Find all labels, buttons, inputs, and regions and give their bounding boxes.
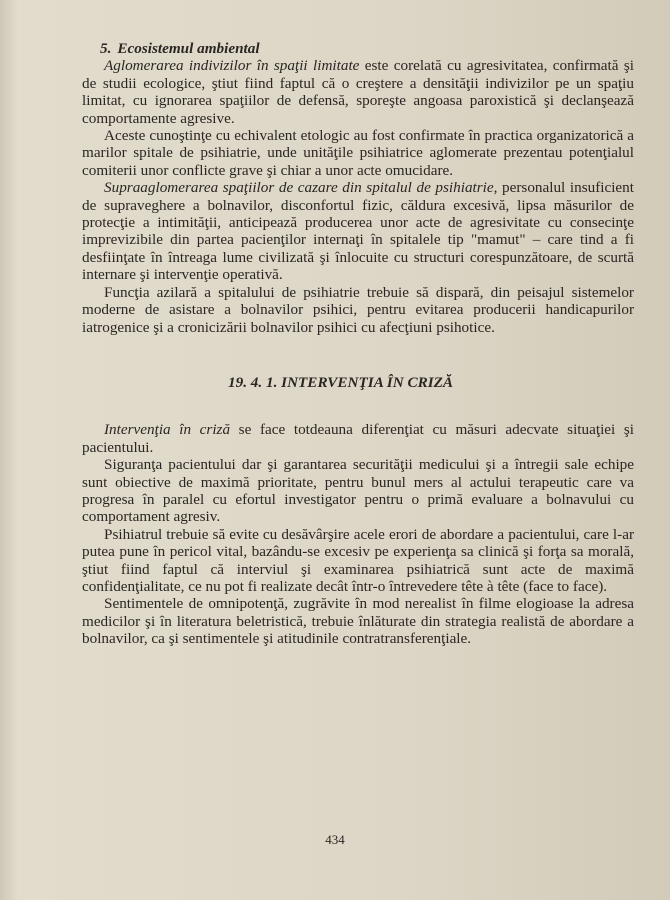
page-number: 434	[325, 832, 345, 847]
paragraph	[82, 595, 634, 647]
paragraph	[82, 284, 634, 336]
paragraph	[82, 127, 634, 179]
paragraph-body: Siguranţa pacientului dar şi garantarea securităţii medicului şi a întregii sale echipe sunt obiective de maximă prioritate, pentru bunul mers al actului terapeutic care va progresa în paralel cu efortul investigator pentru o primă evaluare a bolnavului cu comportament agresiv.	[82, 456, 634, 526]
paragraph	[82, 179, 634, 283]
paragraph	[82, 57, 634, 127]
subsection-number: 19. 4. 1.	[228, 373, 278, 391]
page-text	[82, 40, 634, 648]
paragraph	[82, 421, 634, 456]
paragraph	[82, 456, 634, 526]
subsection-title: INTERVENŢIA ÎN CRIZĂ	[281, 373, 454, 391]
paragraph-lead: Aglomerarea indivizilor în spaţii limitate	[104, 57, 360, 75]
paragraph-body: Psihiatrul trebuie să evite cu desăvârşire acele erori de abordare a pacientului, care l-ar putea pune în pericol vital, bazându-se excesiv pe experienţa sa clinică şi forţa sa morală, ştiut fiind faptul că interviul şi examinarea psihiatrică sunt acte de maximă confidenţialitate, ce nu pot fi realizate decât într-o întrevedere tête à tête (face to face).	[82, 525, 634, 595]
section-number: 5.	[100, 40, 112, 57]
paragraph-body: Sentimentele de omnipotenţă, zugrăvite în mod nerealist în filme elogioase la adresa medicilor şi în literatura beletristică, trebuie înlăturate din strategia realistă de abordare a bolnavilor, ca şi sentimentele şi atitudinile contratransferenţiale.	[82, 595, 634, 648]
paragraph-body: se face totdeauna diferenţiat cu măsuri adecvate situaţiei şi pacientului.	[82, 421, 634, 456]
subsection-heading	[82, 374, 634, 391]
paragraph-body: este corelată cu agresivitatea, confirmată şi de studii ecologice, ştiut fiind faptul că o creştere a densităţii indivizilor pe un spaţiu limitat, cu ignorarea spaţiilor de defensă, sporeşte angoasa paroxistică şi declanşează comportamente agresive.	[82, 57, 634, 127]
paragraph-body: Aceste cunoştinţe cu echivalent etologic au fost confirmate în practica organizatorică a marilor spitale de psihiatrie, unde unităţile psihiatrice aglomerate prezentau potenţialul comiterii unor conflicte grave şi chiar a unor acte omucidare.	[82, 127, 634, 179]
paragraph-body: personalul insuficient de supraveghere a bolnavilor, disconfortul fizic, căldura excesivă, lipsa măsurilor de protecţie a intimităţii, anticipează producerea unor acte de agresivitate cu consecinţe imprevizibile din partea pacienţilor internaţi în spitalele tip "mamut" – care tind a fi desfiinţate în întreaga lume civilizată şi înlocuite cu structuri corespunzătoare, de scurtă internare şi intervenţie operativă.	[82, 179, 634, 284]
paragraph-lead: Intervenţia în criză	[104, 421, 231, 439]
paragraph	[82, 526, 634, 596]
section-heading	[82, 40, 634, 57]
paragraph-body: Funcţia azilară a spitalului de psihiatrie trebuie să dispară, din peisajul sistemelor moderne de asistare a bolnavilor psihici, pentru evitarea producerii handicapurilor iatrogenice şi a cronicizării bolnavilor psihici cu afecţiuni psihotice.	[82, 283, 634, 336]
section-title: Ecosistemul ambiental	[117, 40, 260, 57]
paragraph-lead: Supraaglomerarea spaţiilor de cazare din spitalul de psihiatrie,	[104, 179, 498, 197]
